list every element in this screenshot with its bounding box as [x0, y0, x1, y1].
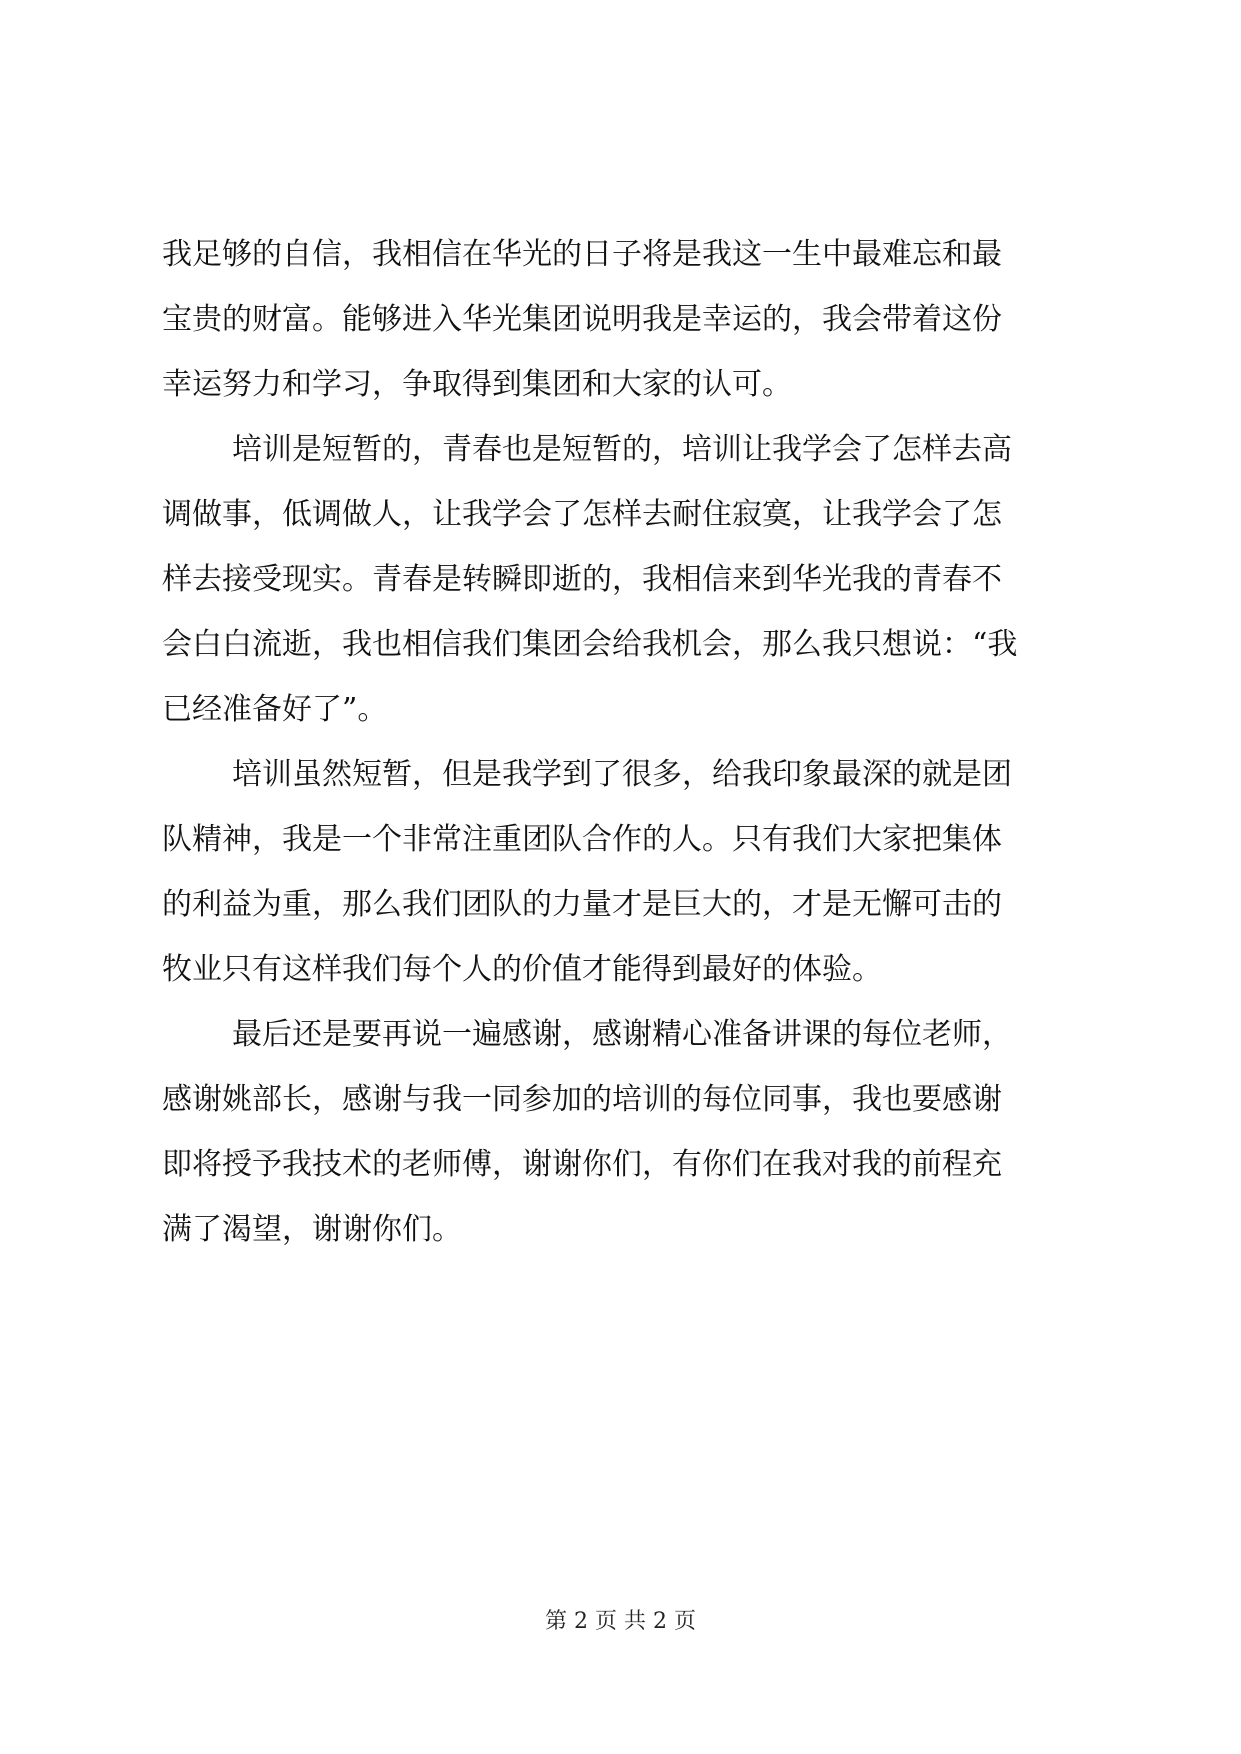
- paragraph-line: 满了渴望，谢谢你们。: [162, 1212, 462, 1247]
- paragraph-line: 培训虽然短暂，但是我学到了很多，给我印象最深的就是团: [232, 757, 1012, 792]
- paragraph-line: 我足够的自信，我相信在华光的日子将是我这一生中最难忘和最: [162, 237, 1002, 272]
- paragraph-line: 调做事，低调做人，让我学会了怎样去耐住寂寞，让我学会了怎: [162, 497, 1002, 532]
- body-text: [162, 222, 1092, 1262]
- paragraph-line: 会白白流逝，我也相信我们集团会给我机会，那么我只想说：“我: [162, 627, 1018, 662]
- paragraph-line: 的利益为重，那么我们团队的力量才是巨大的，才是无懈可击的: [162, 887, 1002, 922]
- paragraph-line: 即将授予我技术的老师傅，谢谢你们，有你们在我对我的前程充: [162, 1147, 1002, 1182]
- paragraph-line: 样去接受现实。青春是转瞬即逝的，我相信来到华光我的青春不: [162, 562, 1002, 597]
- page-footer: 第 2 页 共 2 页: [545, 1609, 696, 1634]
- paragraph-line: 最后还是要再说一遍感谢，感谢精心准备讲课的每位老师，: [232, 1017, 1012, 1052]
- paragraph-line: 宝贵的财富。能够进入华光集团说明我是幸运的，我会带着这份: [162, 302, 1002, 337]
- paragraph-line: 感谢姚部长，感谢与我一同参加的培训的每位同事，我也要感谢: [162, 1082, 1002, 1117]
- paragraph-2: [162, 417, 1092, 742]
- paragraph-4: [162, 1002, 1092, 1262]
- paragraph-1: [162, 222, 1092, 417]
- paragraph-line: 牧业只有这样我们每个人的价值才能得到最好的体验。: [162, 952, 882, 987]
- paragraph-line: 队精神，我是一个非常注重团队合作的人。只有我们大家把集体: [162, 822, 1002, 857]
- paragraph-line: 已经准备好了”。: [162, 692, 388, 727]
- paragraph-3: [162, 742, 1092, 1002]
- paragraph-line: 幸运努力和学习，争取得到集团和大家的认可。: [162, 367, 792, 402]
- paragraph-line: 培训是短暂的，青春也是短暂的，培训让我学会了怎样去高: [232, 432, 1012, 467]
